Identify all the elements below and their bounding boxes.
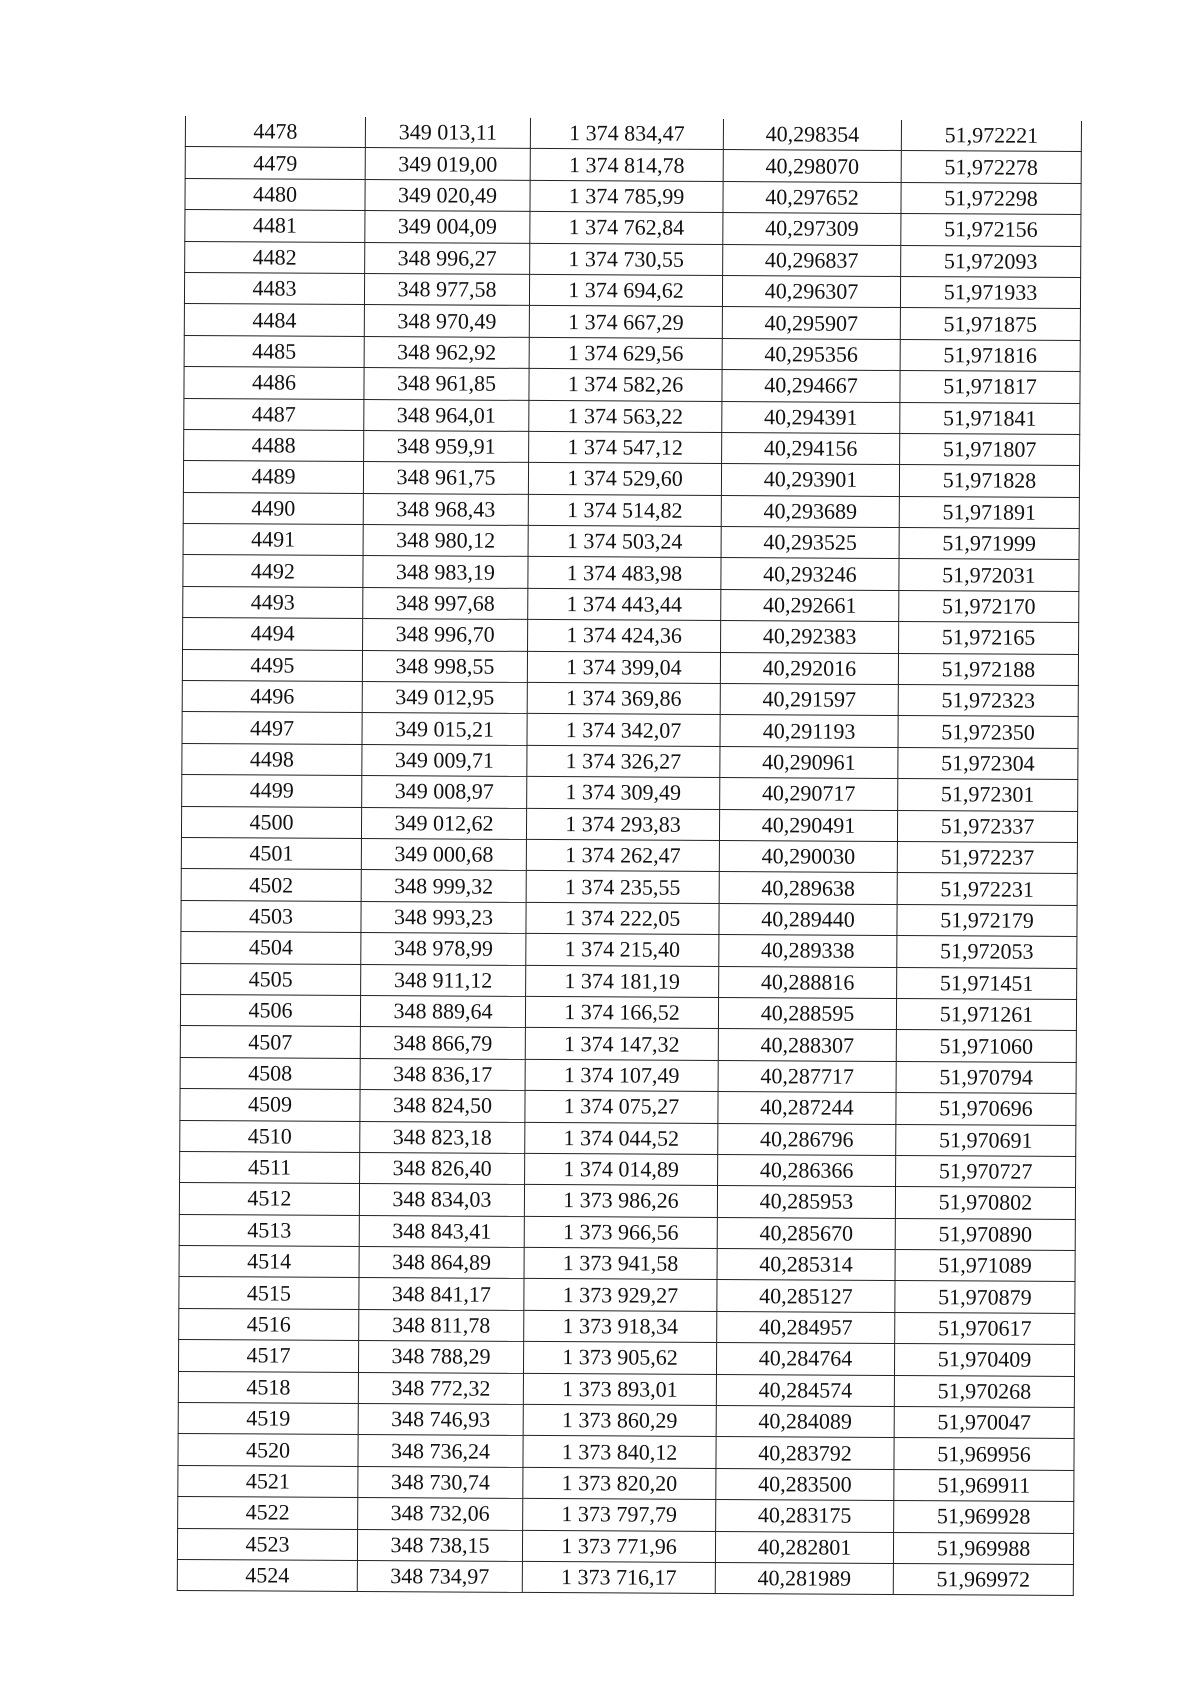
point-number-cell: 4502 — [181, 869, 361, 901]
table-row — [181, 837, 1077, 873]
longitude-cell: 51,969972 — [893, 1563, 1073, 1595]
point-number-cell: 4488 — [184, 429, 364, 461]
x-coordinate-cell: 348 968,43 — [363, 493, 528, 525]
latitude-cell: 40,284574 — [716, 1374, 894, 1406]
point-number-cell: 4497 — [182, 712, 362, 744]
longitude-cell: 51,972221 — [901, 120, 1081, 152]
longitude-cell: 51,971817 — [900, 371, 1080, 403]
longitude-cell: 51,972188 — [898, 653, 1078, 685]
y-coordinate-cell: 1 374 629,56 — [529, 337, 722, 369]
point-number-cell: 4485 — [184, 335, 364, 367]
longitude-cell: 51,972350 — [898, 716, 1078, 748]
longitude-cell: 51,972304 — [898, 747, 1078, 779]
latitude-cell: 40,289638 — [719, 872, 897, 904]
latitude-cell: 40,298070 — [723, 150, 901, 182]
y-coordinate-cell: 1 373 860,29 — [523, 1404, 716, 1436]
latitude-cell: 40,284764 — [716, 1343, 894, 1375]
y-coordinate-cell: 1 374 222,05 — [526, 902, 719, 934]
y-coordinate-cell: 1 374 107,49 — [525, 1059, 718, 1091]
table-row — [178, 1497, 1074, 1533]
longitude-cell: 51,971451 — [897, 967, 1077, 999]
latitude-cell: 40,290717 — [720, 778, 898, 810]
table-row — [181, 932, 1077, 968]
latitude-cell: 40,292661 — [721, 589, 899, 621]
table-row — [183, 586, 1079, 622]
x-coordinate-cell: 349 009,71 — [362, 744, 527, 776]
y-coordinate-cell: 1 374 667,29 — [529, 306, 722, 338]
latitude-cell: 40,287244 — [718, 1092, 896, 1124]
y-coordinate-cell: 1 374 215,40 — [526, 934, 719, 966]
longitude-cell: 51,971841 — [900, 402, 1080, 434]
longitude-cell: 51,969928 — [894, 1501, 1074, 1533]
latitude-cell: 40,287717 — [718, 1060, 896, 1092]
point-number-cell: 4500 — [181, 806, 361, 838]
x-coordinate-cell: 348 964,01 — [364, 399, 529, 431]
table-row — [178, 1402, 1074, 1438]
x-coordinate-cell: 349 008,97 — [362, 776, 527, 808]
latitude-cell: 40,290491 — [719, 809, 897, 841]
table-row — [184, 429, 1080, 465]
latitude-cell: 40,283792 — [716, 1437, 894, 1469]
y-coordinate-cell: 1 374 529,60 — [528, 463, 721, 495]
x-coordinate-cell: 349 012,62 — [361, 807, 526, 839]
x-coordinate-cell: 348 983,19 — [363, 556, 528, 588]
y-coordinate-cell: 1 373 893,01 — [523, 1373, 716, 1405]
x-coordinate-cell: 348 834,03 — [359, 1184, 524, 1216]
y-coordinate-cell: 1 374 503,24 — [528, 526, 721, 558]
longitude-cell: 51,972323 — [898, 685, 1078, 717]
table-row — [178, 1434, 1074, 1470]
y-coordinate-cell: 1 373 918,34 — [524, 1310, 717, 1342]
longitude-cell: 51,970691 — [896, 1124, 1076, 1156]
longitude-cell: 51,972237 — [897, 841, 1077, 873]
x-coordinate-cell: 348 977,58 — [364, 273, 529, 305]
x-coordinate-cell: 348 999,32 — [361, 870, 526, 902]
longitude-cell: 51,972031 — [899, 559, 1079, 591]
point-number-cell: 4498 — [182, 743, 362, 775]
y-coordinate-cell: 1 374 181,19 — [526, 965, 719, 997]
coordinates-table-body — [177, 116, 1081, 1596]
y-coordinate-cell: 1 373 941,58 — [524, 1247, 717, 1279]
y-coordinate-cell: 1 374 235,55 — [526, 871, 719, 903]
table-row — [181, 806, 1077, 842]
table-row — [184, 398, 1080, 434]
x-coordinate-cell: 349 015,21 — [362, 713, 527, 745]
table-row — [178, 1340, 1074, 1376]
y-coordinate-cell: 1 374 834,47 — [530, 118, 723, 150]
point-number-cell: 4514 — [179, 1246, 359, 1278]
table-row — [177, 1528, 1073, 1564]
y-coordinate-cell: 1 374 075,27 — [525, 1091, 718, 1123]
y-coordinate-cell: 1 374 424,36 — [528, 620, 721, 652]
x-coordinate-cell: 348 980,12 — [363, 525, 528, 557]
longitude-cell: 51,971060 — [896, 1030, 1076, 1062]
longitude-cell: 51,971261 — [896, 998, 1076, 1030]
x-coordinate-cell: 348 998,55 — [362, 650, 527, 682]
latitude-cell: 40,294667 — [722, 370, 900, 402]
x-coordinate-cell: 348 746,93 — [358, 1404, 523, 1436]
table-row — [180, 994, 1076, 1030]
longitude-cell: 51,969911 — [894, 1469, 1074, 1501]
latitude-cell: 40,288816 — [719, 966, 897, 998]
y-coordinate-cell: 1 374 399,04 — [527, 651, 720, 683]
y-coordinate-cell: 1 374 762,84 — [530, 212, 723, 244]
y-coordinate-cell: 1 374 262,47 — [526, 839, 719, 871]
longitude-cell: 51,970696 — [896, 1093, 1076, 1125]
x-coordinate-cell: 348 826,40 — [360, 1152, 525, 1184]
y-coordinate-cell: 1 374 014,89 — [525, 1153, 718, 1185]
point-number-cell: 4487 — [184, 398, 364, 430]
point-number-cell: 4521 — [178, 1465, 358, 1497]
longitude-cell: 51,970409 — [894, 1344, 1074, 1376]
x-coordinate-cell: 348 823,18 — [360, 1121, 525, 1153]
x-coordinate-cell: 348 866,79 — [360, 1027, 525, 1059]
y-coordinate-cell: 1 374 483,98 — [528, 557, 721, 589]
point-number-cell: 4503 — [181, 900, 361, 932]
x-coordinate-cell: 348 961,75 — [363, 462, 528, 494]
point-number-cell: 4513 — [179, 1214, 359, 1246]
table-row — [181, 963, 1077, 999]
longitude-cell: 51,971891 — [899, 496, 1079, 528]
table-row — [179, 1308, 1075, 1344]
point-number-cell: 4494 — [183, 618, 363, 650]
longitude-cell: 51,972165 — [899, 622, 1079, 654]
latitude-cell: 40,297309 — [723, 213, 901, 245]
table-row — [184, 272, 1080, 308]
y-coordinate-cell: 1 374 730,55 — [530, 243, 723, 275]
latitude-cell: 40,291597 — [720, 684, 898, 716]
latitude-cell: 40,290030 — [719, 840, 897, 872]
longitude-cell: 51,969988 — [893, 1532, 1073, 1564]
table-row — [180, 1057, 1076, 1093]
latitude-cell: 40,289440 — [719, 903, 897, 935]
longitude-cell: 51,970879 — [895, 1281, 1075, 1313]
x-coordinate-cell: 348 911,12 — [361, 964, 526, 996]
x-coordinate-cell: 348 734,97 — [357, 1560, 522, 1592]
x-coordinate-cell: 348 736,24 — [358, 1435, 523, 1467]
table-row — [183, 461, 1079, 497]
point-number-cell: 4484 — [184, 304, 364, 336]
x-coordinate-cell: 348 889,64 — [360, 995, 525, 1027]
latitude-cell: 40,285314 — [717, 1249, 895, 1281]
latitude-cell: 40,293689 — [721, 495, 899, 527]
y-coordinate-cell: 1 374 514,82 — [528, 494, 721, 526]
y-coordinate-cell: 1 373 820,20 — [523, 1467, 716, 1499]
x-coordinate-cell: 348 978,99 — [361, 933, 526, 965]
latitude-cell: 40,285953 — [717, 1186, 895, 1218]
x-coordinate-cell: 348 970,49 — [364, 305, 529, 337]
y-coordinate-cell: 1 374 293,83 — [526, 808, 719, 840]
longitude-cell: 51,970268 — [894, 1375, 1074, 1407]
point-number-cell: 4524 — [177, 1559, 357, 1591]
y-coordinate-cell: 1 374 326,27 — [527, 745, 720, 777]
table-row — [183, 492, 1079, 528]
point-number-cell: 4519 — [178, 1402, 358, 1434]
table-row — [182, 712, 1078, 748]
point-number-cell: 4495 — [182, 649, 362, 681]
point-number-cell: 4493 — [183, 586, 363, 618]
latitude-cell: 40,294391 — [722, 401, 900, 433]
longitude-cell: 51,971089 — [895, 1250, 1075, 1282]
latitude-cell: 40,290961 — [720, 746, 898, 778]
y-coordinate-cell: 1 373 905,62 — [523, 1342, 716, 1374]
table-row — [179, 1214, 1075, 1250]
longitude-cell: 51,972093 — [901, 245, 1081, 277]
point-number-cell: 4479 — [185, 147, 365, 179]
longitude-cell: 51,972298 — [901, 182, 1081, 214]
table-row — [184, 335, 1080, 371]
table-row — [182, 681, 1078, 717]
point-number-cell: 4518 — [178, 1371, 358, 1403]
latitude-cell: 40,288595 — [718, 997, 896, 1029]
table-row — [178, 1371, 1074, 1407]
latitude-cell: 40,298354 — [723, 119, 901, 151]
point-number-cell: 4506 — [180, 994, 360, 1026]
x-coordinate-cell: 348 962,92 — [364, 336, 529, 368]
table-row — [177, 1559, 1073, 1595]
x-coordinate-cell: 348 996,70 — [363, 619, 528, 651]
longitude-cell: 51,972278 — [901, 151, 1081, 183]
longitude-cell: 51,972170 — [899, 590, 1079, 622]
table-row — [185, 210, 1081, 246]
x-coordinate-cell: 349 000,68 — [361, 838, 526, 870]
x-coordinate-cell: 348 738,15 — [357, 1529, 522, 1561]
latitude-cell: 40,284089 — [716, 1406, 894, 1438]
x-coordinate-cell: 348 732,06 — [358, 1498, 523, 1530]
table-row — [185, 147, 1081, 183]
latitude-cell: 40,289338 — [719, 935, 897, 967]
table-row — [181, 869, 1077, 905]
longitude-cell: 51,969956 — [894, 1438, 1074, 1470]
longitude-cell: 51,972337 — [897, 810, 1077, 842]
longitude-cell: 51,970617 — [895, 1312, 1075, 1344]
point-number-cell: 4489 — [183, 461, 363, 493]
latitude-cell: 40,286796 — [718, 1123, 896, 1155]
table-row — [181, 900, 1077, 936]
point-number-cell: 4486 — [184, 367, 364, 399]
latitude-cell: 40,297652 — [723, 181, 901, 213]
y-coordinate-cell: 1 374 342,07 — [527, 714, 720, 746]
point-number-cell: 4492 — [183, 555, 363, 587]
point-number-cell: 4516 — [179, 1308, 359, 1340]
x-coordinate-cell: 348 824,50 — [360, 1090, 525, 1122]
table-row — [180, 1120, 1076, 1156]
y-coordinate-cell: 1 373 929,27 — [524, 1279, 717, 1311]
table-row — [180, 1089, 1076, 1125]
y-coordinate-cell: 1 374 044,52 — [525, 1122, 718, 1154]
y-coordinate-cell: 1 374 166,52 — [525, 996, 718, 1028]
point-number-cell: 4517 — [178, 1340, 358, 1372]
x-coordinate-cell: 348 961,85 — [364, 368, 529, 400]
point-number-cell: 4515 — [179, 1277, 359, 1309]
table-row — [184, 367, 1080, 403]
y-coordinate-cell: 1 373 986,26 — [524, 1185, 717, 1217]
point-number-cell: 4491 — [183, 524, 363, 556]
longitude-cell: 51,971828 — [899, 465, 1079, 497]
x-coordinate-cell: 348 841,17 — [359, 1278, 524, 1310]
longitude-cell: 51,970047 — [894, 1406, 1074, 1438]
latitude-cell: 40,283500 — [716, 1468, 894, 1500]
latitude-cell: 40,291193 — [720, 715, 898, 747]
longitude-cell: 51,970794 — [896, 1061, 1076, 1093]
x-coordinate-cell: 349 012,95 — [362, 682, 527, 714]
x-coordinate-cell: 348 959,91 — [364, 430, 529, 462]
latitude-cell: 40,293246 — [721, 558, 899, 590]
y-coordinate-cell: 1 374 694,62 — [529, 274, 722, 306]
table-row — [184, 304, 1080, 340]
y-coordinate-cell: 1 373 716,17 — [522, 1561, 715, 1593]
table-row — [183, 555, 1079, 591]
point-number-cell: 4490 — [183, 492, 363, 524]
longitude-cell: 51,972179 — [897, 904, 1077, 936]
latitude-cell: 40,292383 — [721, 621, 899, 653]
longitude-cell: 51,971816 — [900, 339, 1080, 371]
longitude-cell: 51,971999 — [899, 528, 1079, 560]
latitude-cell: 40,296307 — [722, 275, 900, 307]
y-coordinate-cell: 1 374 582,26 — [529, 369, 722, 401]
point-number-cell: 4504 — [181, 932, 361, 964]
point-number-cell: 4509 — [180, 1089, 360, 1121]
y-coordinate-cell: 1 374 785,99 — [530, 180, 723, 212]
latitude-cell: 40,281989 — [715, 1562, 893, 1594]
table-row — [185, 116, 1081, 152]
latitude-cell: 40,283175 — [716, 1500, 894, 1532]
table-row — [182, 743, 1078, 779]
table-row — [185, 241, 1081, 277]
x-coordinate-cell: 348 836,17 — [360, 1058, 525, 1090]
point-number-cell: 4481 — [185, 210, 365, 242]
y-coordinate-cell: 1 374 563,22 — [529, 400, 722, 432]
point-number-cell: 4507 — [180, 1026, 360, 1058]
y-coordinate-cell: 1 374 547,12 — [529, 431, 722, 463]
x-coordinate-cell: 349 004,09 — [365, 211, 530, 243]
longitude-cell: 51,970802 — [895, 1187, 1075, 1219]
point-number-cell: 4523 — [177, 1528, 357, 1560]
latitude-cell: 40,295907 — [722, 307, 900, 339]
point-number-cell: 4512 — [179, 1183, 359, 1215]
table-row — [182, 775, 1078, 811]
point-number-cell: 4508 — [180, 1057, 360, 1089]
x-coordinate-cell: 348 864,89 — [359, 1247, 524, 1279]
latitude-cell: 40,293525 — [721, 527, 899, 559]
longitude-cell: 51,972156 — [901, 214, 1081, 246]
x-coordinate-cell: 348 788,29 — [358, 1341, 523, 1373]
point-number-cell: 4478 — [185, 116, 365, 148]
point-number-cell: 4522 — [178, 1497, 358, 1529]
point-number-cell: 4511 — [180, 1151, 360, 1183]
table-row — [183, 524, 1079, 560]
point-number-cell: 4499 — [182, 775, 362, 807]
point-number-cell: 4496 — [182, 681, 362, 713]
table-row — [179, 1246, 1075, 1282]
x-coordinate-cell: 348 996,27 — [365, 242, 530, 274]
x-coordinate-cell: 348 997,68 — [363, 587, 528, 619]
point-number-cell: 4505 — [181, 963, 361, 995]
latitude-cell: 40,286366 — [718, 1154, 896, 1186]
longitude-cell: 51,971807 — [900, 433, 1080, 465]
y-coordinate-cell: 1 373 840,12 — [523, 1436, 716, 1468]
y-coordinate-cell: 1 373 797,79 — [523, 1499, 716, 1531]
y-coordinate-cell: 1 373 771,96 — [522, 1530, 715, 1562]
x-coordinate-cell: 349 020,49 — [365, 179, 530, 211]
x-coordinate-cell: 348 772,32 — [358, 1372, 523, 1404]
x-coordinate-cell: 348 843,41 — [359, 1215, 524, 1247]
longitude-cell: 51,972053 — [897, 936, 1077, 968]
latitude-cell: 40,284957 — [717, 1311, 895, 1343]
point-number-cell: 4480 — [185, 178, 365, 210]
table-row — [180, 1151, 1076, 1187]
latitude-cell: 40,296837 — [723, 244, 901, 276]
latitude-cell: 40,288307 — [718, 1029, 896, 1061]
table-row — [179, 1183, 1075, 1219]
x-coordinate-cell: 348 730,74 — [358, 1466, 523, 1498]
longitude-cell: 51,971875 — [900, 308, 1080, 340]
x-coordinate-cell: 348 811,78 — [359, 1309, 524, 1341]
y-coordinate-cell: 1 374 369,86 — [527, 682, 720, 714]
longitude-cell: 51,970727 — [896, 1155, 1076, 1187]
table-row — [182, 649, 1078, 685]
point-number-cell: 4483 — [184, 272, 364, 304]
table-row — [183, 618, 1079, 654]
latitude-cell: 40,285670 — [717, 1217, 895, 1249]
table-row — [178, 1465, 1074, 1501]
y-coordinate-cell: 1 374 443,44 — [528, 588, 721, 620]
table-row — [180, 1026, 1076, 1062]
x-coordinate-cell: 349 019,00 — [365, 148, 530, 180]
coordinates-table — [177, 116, 1082, 1596]
point-number-cell: 4520 — [178, 1434, 358, 1466]
latitude-cell: 40,285127 — [717, 1280, 895, 1312]
latitude-cell: 40,282801 — [715, 1531, 893, 1563]
table-row — [185, 178, 1081, 214]
y-coordinate-cell: 1 374 309,49 — [527, 777, 720, 809]
longitude-cell: 51,972301 — [898, 779, 1078, 811]
y-coordinate-cell: 1 374 814,78 — [530, 149, 723, 181]
y-coordinate-cell: 1 373 966,56 — [524, 1216, 717, 1248]
latitude-cell: 40,292016 — [720, 652, 898, 684]
point-number-cell: 4482 — [185, 241, 365, 273]
point-number-cell: 4501 — [181, 837, 361, 869]
point-number-cell: 4510 — [180, 1120, 360, 1152]
latitude-cell: 40,293901 — [721, 464, 899, 496]
longitude-cell: 51,971933 — [900, 276, 1080, 308]
latitude-cell: 40,295356 — [722, 338, 900, 370]
latitude-cell: 40,294156 — [722, 432, 900, 464]
y-coordinate-cell: 1 374 147,32 — [525, 1028, 718, 1060]
table-row — [179, 1277, 1075, 1313]
x-coordinate-cell: 349 013,11 — [365, 117, 530, 149]
longitude-cell: 51,972231 — [897, 873, 1077, 905]
x-coordinate-cell: 348 993,23 — [361, 901, 526, 933]
longitude-cell: 51,970890 — [895, 1218, 1075, 1250]
